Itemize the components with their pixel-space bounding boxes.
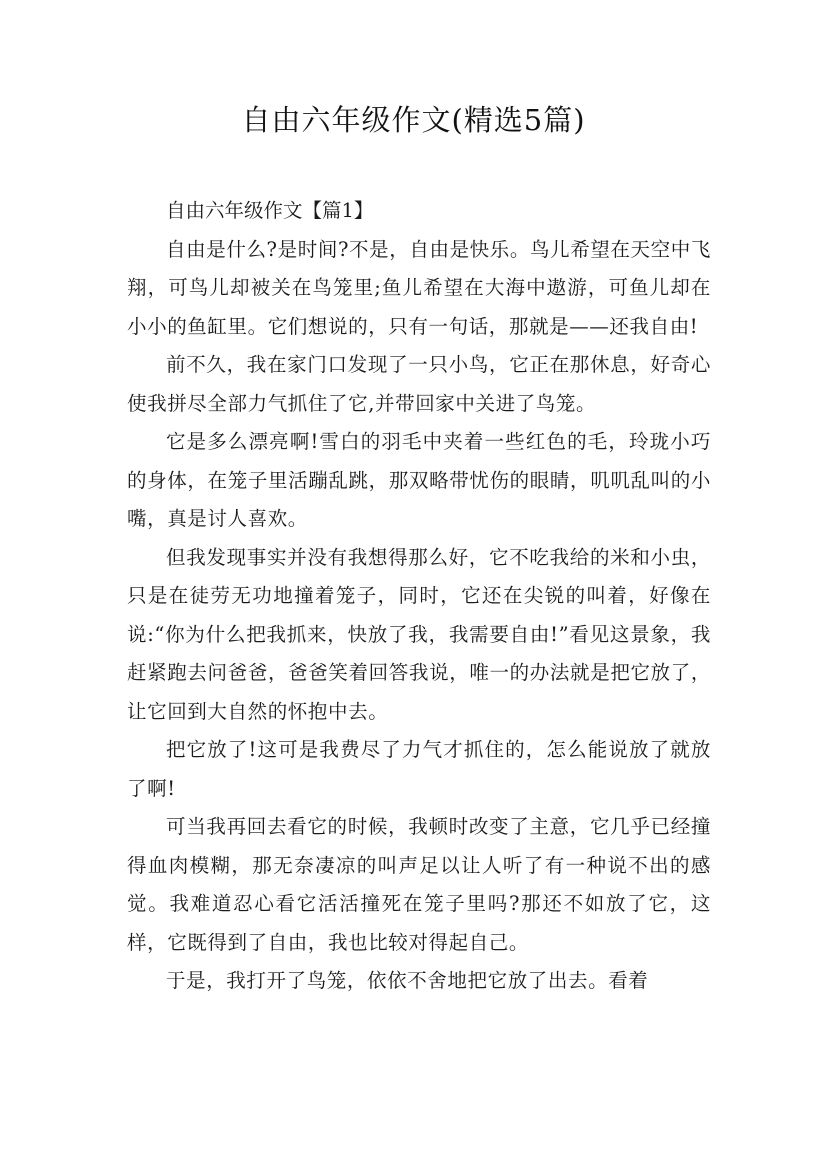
document-body (127, 192, 711, 1001)
paragraph-7: 于是，我打开了鸟笼，依依不舍地把它放了出去。看着 (166, 969, 649, 992)
paragraph-6: 可当我再回去看它的时候，我顿时改变了主意，它几乎已经撞得血肉模糊，那无奈凄凉的叫声足以让人听了有一种说不出的感觉。我难道忍心看它活活撞死在笼子里吗?那还不如放了它，这样，它既得到了自由，我也比较对得起自己。 (127, 815, 711, 954)
paragraph-5: 把它放了!这可是我费尽了力气才抓住的，怎么能说放了就放了啊! (127, 738, 711, 800)
document-title: 自由六年级作文(精选5篇) (241, 103, 586, 137)
paragraph-1: 自由是什么?是时间?不是，自由是快乐。鸟儿希望在天空中飞翔，可鸟儿却被关在鸟笼里;鱼儿希望在大海中遨游，可鱼儿却在小小的鱼缸里。它们想说的，只有一句话，那就是——还我自由! (127, 237, 711, 338)
paragraph-2: 前不久，我在家门口发现了一只小鸟，它正在那休息，好奇心使我拼尽全部力气抓住了它,并带回家中关进了鸟笼。 (127, 353, 711, 415)
paragraph-3: 它是多么漂亮啊!雪白的羽毛中夹着一些红色的毛，玲珑小巧的身体，在笼子里活蹦乱跳，那双略带忧伤的眼睛，叽叽乱叫的小嘴，真是讨人喜欢。 (127, 430, 711, 530)
paragraph-4: 但我发现事实并没有我想得那么好，它不吃我给的米和小虫，只是在徒劳无功地撞着笼子，同时，它还在尖锐的叫着，好像在说:“你为什么把我抓来，快放了我，我需要自由!”看见这景象，我赶紧跑去问爸爸，爸爸笑着回答我说，唯一的办法就是把它放了，让它回到大自然的怀抱中去。 (127, 545, 711, 723)
section-heading: 自由六年级作文【篇1】 (166, 199, 374, 222)
